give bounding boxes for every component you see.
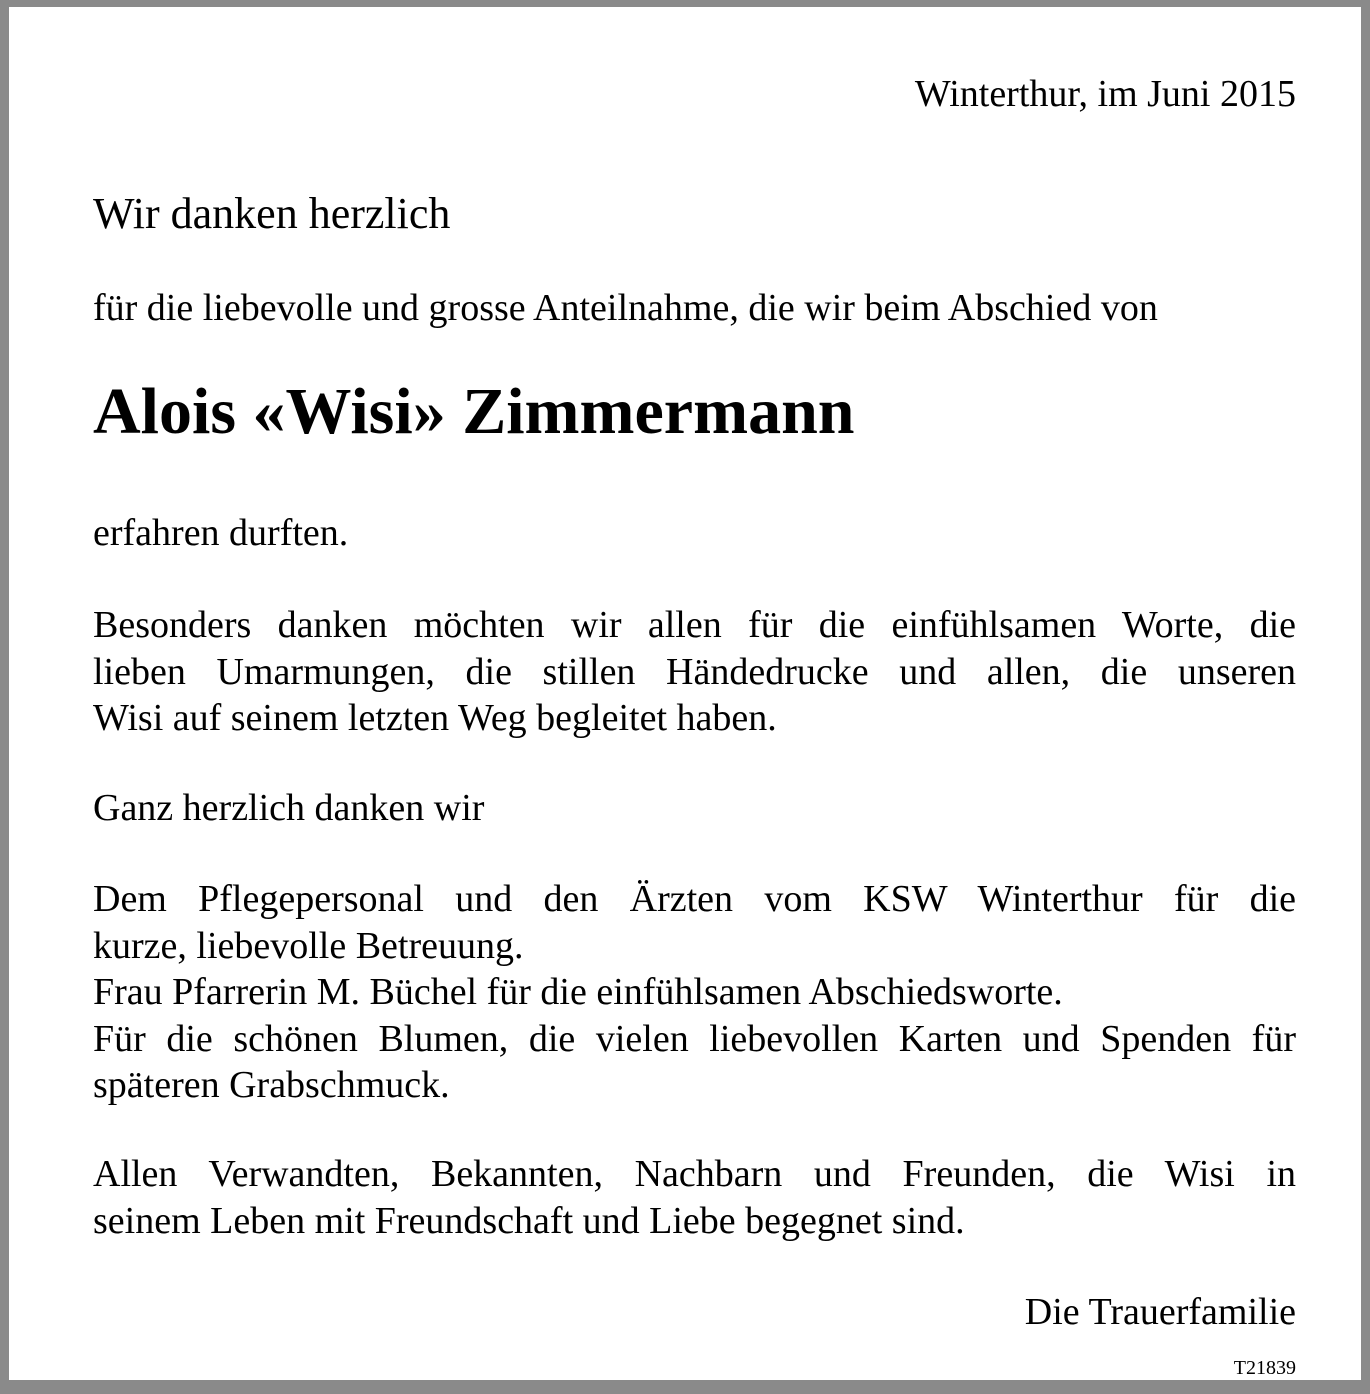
after-name-text: erfahren durften. [93,512,349,554]
paragraph-line: späteren Grabschmuck. [93,1064,450,1106]
paragraph-line: seinem Leben mit Freundschaft und Liebe begegnet sind. [93,1199,965,1242]
paragraph-line: lieben Umarmungen, die stillen Händedrucke und allen, die unseren [93,650,1296,693]
paragraph-line: Wisi auf seinem letzten Weg begleitet haben. [93,697,777,739]
paragraph-line: Dem Pflegepersonal und den Ärzten vom KSW Winterthur für die [93,878,1296,920]
signature: Die Trauerfamilie [1024,1291,1296,1333]
intro-text: für die liebevolle und grosse Anteilnahme, die wir beim Abschied von [93,287,1158,329]
paragraph-line: Für die schönen Blumen, die vielen liebevollen Karten und Spenden für [93,1017,1296,1060]
thanks-paragraph-1 [93,602,1296,742]
paragraph-line: Allen Verwandten, Bekannten, Nachbarn und Freunden, die Wisi in [93,1153,1296,1195]
paragraph-line: kurze, liebevolle Betreuung. [93,924,524,967]
deceased-name: Alois «Wisi» Zimmermann [93,375,855,448]
thanks-heading: Wir danken herzlich [93,189,451,238]
paragraph-line: Besonders danken möchten wir allen für die einfühlsamen Worte, die [93,604,1296,646]
paragraph-line: Frau Pfarrerin M. Büchel für die einfühlsamen Abschiedsworte. [93,971,1063,1013]
thanks-paragraph-3 [93,876,1296,1109]
thanks-paragraph-2: Ganz herzlich danken wir [93,787,485,829]
place-date: Winterthur, im Juni 2015 [914,73,1296,115]
thanks-paragraph-4 [93,1151,1296,1244]
reference-code: T21839 [1233,1357,1296,1379]
